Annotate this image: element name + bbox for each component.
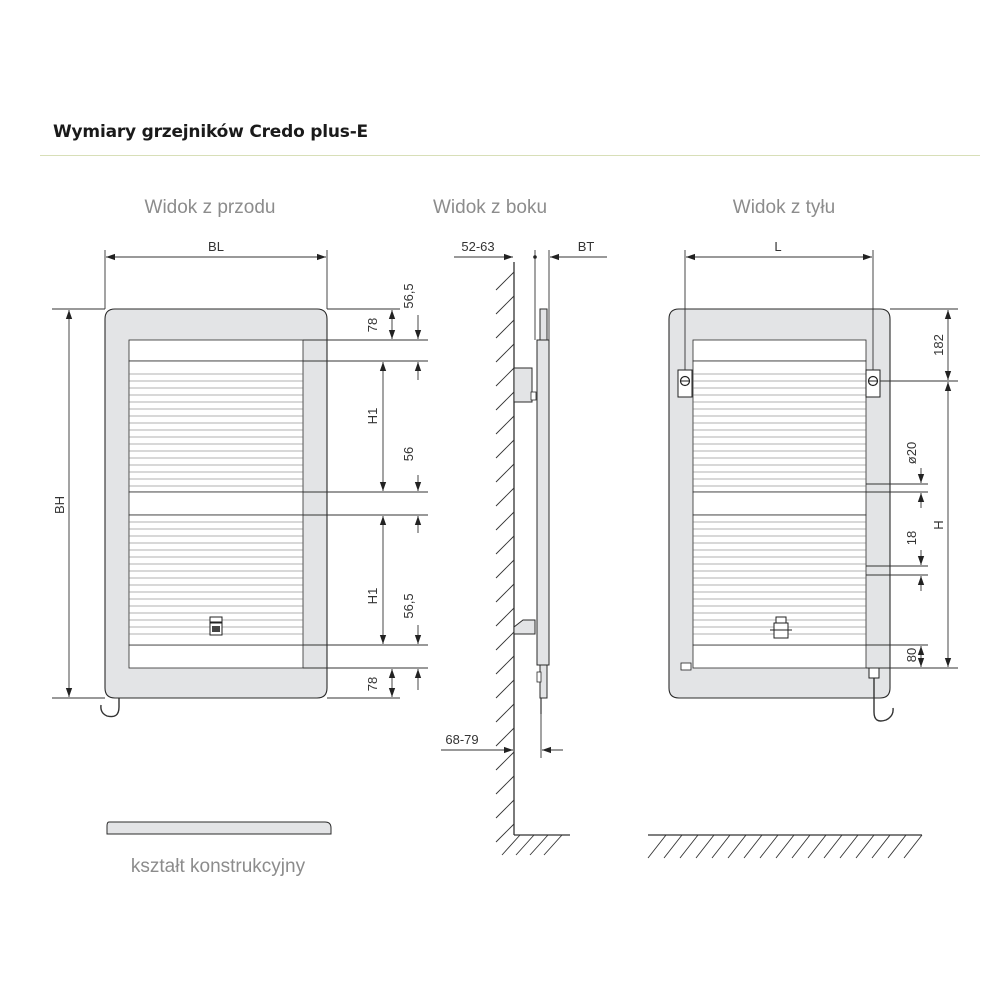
wall-bracket-top	[514, 368, 532, 402]
side-view	[441, 239, 607, 855]
back-top-bar	[693, 340, 866, 361]
back-bottom-bar	[693, 645, 866, 668]
back-bracket-left	[678, 370, 692, 397]
profile-shape	[107, 822, 331, 834]
wall-bracket-bottom	[514, 620, 535, 634]
dim-h1-top: H1	[365, 407, 380, 425]
bl-label: BL	[208, 239, 224, 254]
front-view-caption: Widok z przodu	[144, 197, 276, 218]
dim-56-5-top: 56,5	[401, 283, 416, 309]
floor	[648, 835, 922, 858]
front-view	[52, 239, 327, 717]
front-bottom-bar	[129, 645, 303, 668]
back-view	[669, 239, 893, 721]
front-top-bar	[129, 340, 303, 361]
back-gap	[693, 492, 866, 515]
dim-68-79: 68-79	[445, 732, 479, 747]
dim-020: ø20	[904, 441, 919, 465]
profile-caption: kształt konstrukcyjny	[130, 856, 306, 877]
dim-56-5-bottom: 56,5	[401, 593, 416, 619]
side-view-caption: Widok z boku	[432, 197, 548, 218]
bh-label: BH	[52, 495, 67, 515]
page-title: Wymiary grzejników Credo plus-E	[53, 122, 368, 142]
dim-h1-bottom: H1	[365, 587, 380, 605]
wall-hatch	[496, 272, 562, 855]
dim-52-63: 52-63	[461, 239, 495, 254]
dim-78-bottom: 78	[365, 676, 380, 692]
front-valve-icon	[210, 617, 222, 635]
l-label: L	[774, 239, 782, 254]
dim-h: H	[931, 520, 946, 530]
dim-182: 182	[931, 334, 946, 356]
back-bracket-right	[866, 370, 880, 397]
dim-56: 56	[401, 446, 416, 462]
dim-80: 80	[904, 647, 919, 663]
dim-bt: BT	[577, 239, 595, 254]
back-view-caption: Widok z tyłu	[732, 197, 836, 218]
dim-78-top: 78	[365, 317, 380, 333]
front-upper-rungs	[129, 361, 303, 492]
back-upper-rungs	[693, 361, 866, 492]
front-cable-hook	[101, 698, 119, 717]
dim-18: 18	[904, 530, 919, 546]
front-gap	[129, 492, 303, 515]
